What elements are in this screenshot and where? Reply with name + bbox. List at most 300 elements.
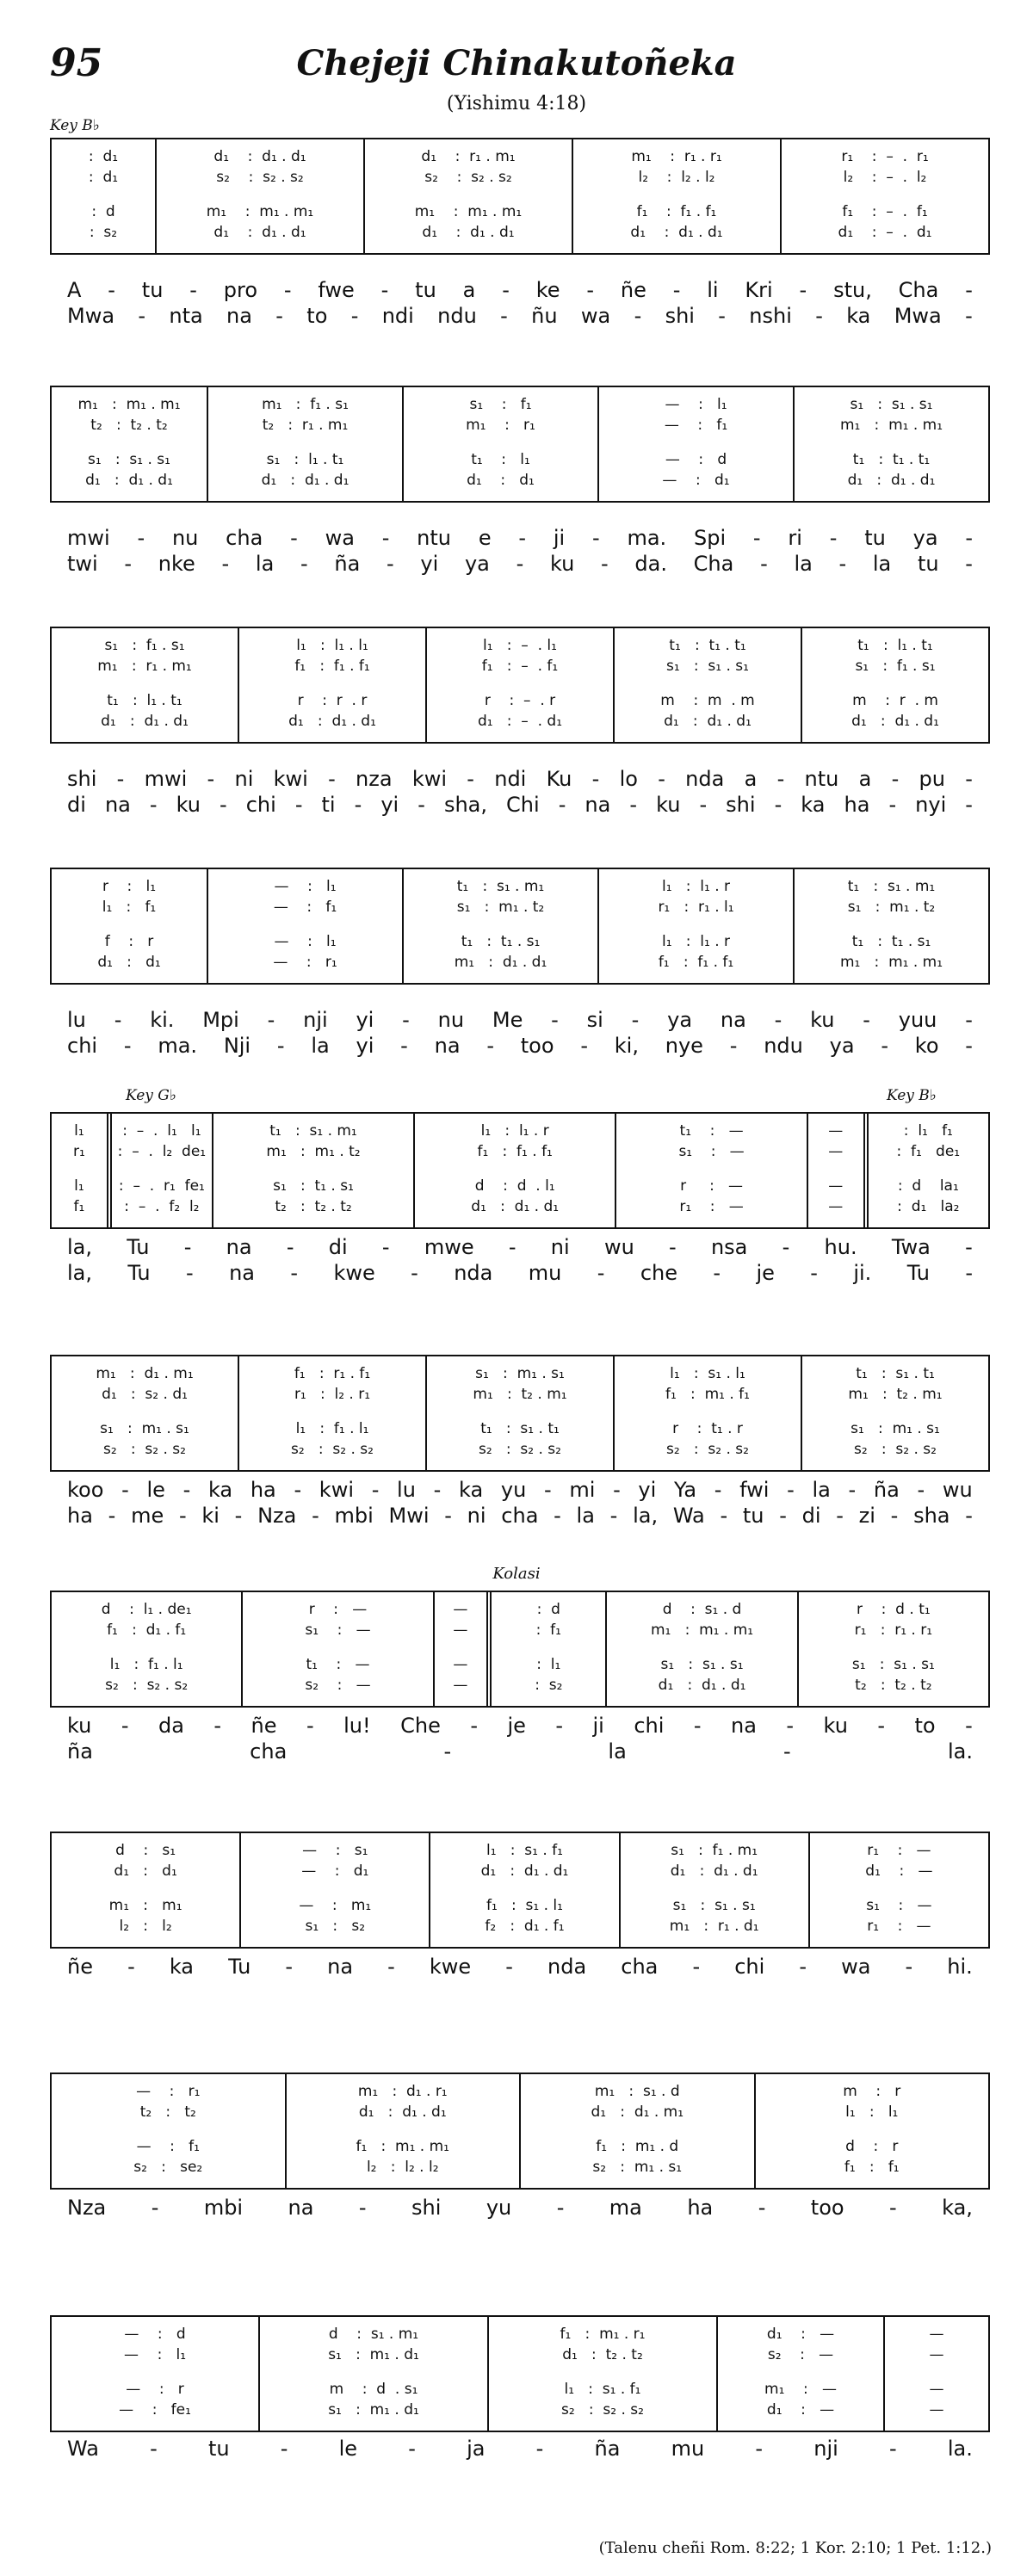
lyric-syllable: -	[108, 278, 115, 302]
voice-part-notes: m₁ : r₁ . r₁	[631, 148, 722, 165]
measure	[241, 1592, 432, 1706]
lyric-syllable: -	[556, 2196, 565, 2220]
voice-part-notes: f₁ : r₁ . f₁	[294, 1365, 371, 1382]
lyric-syllable: nu	[171, 526, 199, 550]
lyric-syllable: -	[408, 2437, 416, 2461]
lyric-syllable: hi.	[947, 1955, 973, 1979]
voice-part-notes: d₁ : d₁ . d₁	[213, 224, 306, 241]
lyric-syllable: -	[183, 1235, 192, 1259]
voice-part-notes: r₁ : l₂ . r₁	[294, 1386, 371, 1403]
voice-part-notes: s₁ : m₁ . s₁	[475, 1365, 565, 1382]
measure	[807, 1114, 863, 1227]
lyric-syllable: -	[555, 1714, 564, 1738]
lyric-syllable: ku	[67, 1714, 92, 1738]
lyric-syllable: -	[965, 526, 973, 550]
lyric-syllable: a	[744, 767, 758, 791]
lyric-syllable: -	[433, 1478, 442, 1502]
voice-part-notes: t₁ : l₁ . t₁	[107, 692, 182, 709]
voice-part-notes: —	[929, 2346, 944, 2363]
voice-part-notes: l₁ : s₁ . f₁	[564, 2381, 641, 2398]
lyric-syllable: ha	[67, 1504, 93, 1528]
voice-part-notes: — : l₁	[274, 878, 337, 895]
lyric-syllable: -	[300, 552, 308, 576]
lyric-syllable: -	[294, 1478, 302, 1502]
voice-part-notes: t₂ : r₁ . m₁	[262, 417, 349, 434]
lyric-syllable: -	[669, 1235, 677, 1259]
lyric-syllable: -	[888, 793, 897, 817]
tonic-solfa-staff	[50, 386, 990, 503]
music-system	[50, 2073, 990, 2279]
lyric-syllable: -	[720, 1504, 728, 1528]
lyric-syllable: -	[965, 304, 973, 328]
lyric-syllable: na	[434, 1034, 461, 1058]
voice-part-notes: f₁ : f₁	[844, 2159, 900, 2176]
lyric-syllable: Tu	[127, 1261, 151, 1285]
footnote: (Talenu cheñi Rom. 8:22; 1 Kor. 2:10; 1 Pet. 1:12.)	[598, 2539, 992, 2557]
tonic-solfa-staff	[50, 868, 990, 985]
lyric-syllable: Cha	[693, 552, 734, 576]
voice-part-notes: — : s₁	[302, 1842, 368, 1859]
lyrics-verse-2	[67, 1739, 973, 1764]
measure	[52, 2074, 285, 2188]
lyric-syllable: na	[229, 1261, 256, 1285]
voice-part-notes: d₁ : d₁ . d₁	[847, 472, 936, 489]
voice-part-notes: s₁ : s₁ . s₁	[672, 1897, 756, 1914]
lyric-syllable: ka	[169, 1955, 194, 1979]
measure	[258, 2317, 487, 2431]
lyric-syllable: tu	[864, 526, 886, 550]
voice-part-notes: t₁ : t₁ . t₁	[852, 451, 931, 468]
voice-part-notes: f₂ : d₁ . f₁	[485, 1918, 565, 1935]
voice-part-notes: — : d₁	[662, 472, 730, 489]
voice-part-notes: r : t₁ . r	[672, 1420, 743, 1437]
voice-part-notes: t₁ : t₁ . s₁	[851, 933, 931, 950]
lyric-syllable: -	[799, 1955, 807, 1979]
voice-part-notes: f₁ : f₁ . f₁	[658, 954, 734, 971]
voice-part-notes: s₁ : s₁ . s₁	[666, 658, 749, 675]
lyric-syllable: -	[752, 526, 761, 550]
measure	[52, 1592, 241, 1706]
voice-part-notes: d₁ : —	[865, 1863, 933, 1880]
lyric-syllable: shi	[665, 304, 695, 328]
lyric-syllable: je	[507, 1714, 526, 1738]
voice-part-notes: f₁ : – . f₁	[481, 658, 559, 675]
lyric-syllable: -	[601, 552, 609, 576]
lyric-syllable: kwe	[333, 1261, 375, 1285]
voice-part-notes: t₂ : t₂	[139, 2103, 196, 2121]
voice-part-notes: t₂ : t₂ . t₂	[275, 1198, 352, 1215]
lyric-syllable: nza	[356, 767, 393, 791]
lyric-syllable: -	[207, 767, 215, 791]
voice-part-notes: t₁ : —	[679, 1122, 744, 1140]
lyric-syllable: -	[294, 793, 303, 817]
lyric-syllable: -	[124, 552, 133, 576]
voice-part-notes: f₁ : f₁ . f₁	[636, 203, 717, 220]
lyric-syllable: Twa	[891, 1235, 931, 1259]
lyric-syllable: kwe	[429, 1955, 472, 1979]
voice-part-notes: s₂ : s₂ . s₂	[479, 1441, 561, 1458]
lyric-syllable: ñe	[620, 278, 646, 302]
lyric-syllable: yi	[420, 552, 439, 576]
voice-part-notes: d₁ : d₁ . d₁	[101, 713, 189, 730]
lyric-syllable: la	[608, 1739, 627, 1764]
lyric-syllable: ña	[873, 1478, 900, 1502]
lyric-syllable: -	[535, 2437, 544, 2461]
lyric-syllable: wa	[580, 304, 611, 328]
lyric-syllable: -	[783, 1739, 791, 1764]
voice-part-notes: : s₂	[89, 224, 118, 241]
lyric-syllable: ñe	[251, 1714, 277, 1738]
lyric-syllable: nshi	[749, 304, 792, 328]
measure	[52, 139, 155, 253]
hymn-title: Chejeji Chinakutoñeka	[296, 43, 737, 83]
voice-part-notes: d₁ : d₁ . d₁	[851, 713, 939, 730]
lyric-syllable: cha	[250, 1739, 288, 1764]
measure	[52, 2317, 258, 2431]
voice-part-notes: m : d . s₁	[329, 2381, 418, 2398]
lyric-syllable: -	[917, 1478, 925, 1502]
voice-part-notes: —	[453, 1656, 468, 1673]
lyric-syllable: wa	[841, 1955, 871, 1979]
lyric-syllable: -	[381, 526, 390, 550]
measure	[239, 1833, 429, 1947]
measure	[238, 1356, 425, 1470]
measure	[207, 387, 402, 501]
voice-part-notes: r₁	[73, 1143, 85, 1160]
lyric-syllable: too	[810, 2196, 844, 2220]
voice-part-notes: —	[828, 1122, 844, 1140]
lyric-syllable: chi	[245, 793, 276, 817]
voice-part-notes: d₁ : – . d₁	[838, 224, 932, 241]
lyric-syllable: nu	[437, 1008, 465, 1032]
lyric-syllable: -	[774, 793, 782, 817]
measure	[883, 2317, 988, 2431]
lyric-syllable: -	[123, 1034, 132, 1058]
lyrics-verse-2	[67, 1260, 973, 1286]
voice-part-notes: — : d	[124, 2326, 186, 2343]
lyric-syllable: -	[692, 1955, 701, 1979]
voice-part-notes: d₁ : —	[766, 2326, 835, 2343]
lyric-syllable: ku	[549, 552, 575, 576]
voice-part-notes: d₁ : d₁ . d₁	[261, 472, 349, 489]
key-signature-start: Key B♭	[50, 117, 100, 134]
voice-part-notes: d₁ : t₂ . t₂	[562, 2346, 643, 2363]
lyric-syllable: na	[720, 1008, 746, 1032]
lyric-syllable: Tu	[127, 1235, 150, 1259]
voice-part-notes: : – . f₂ l₂	[124, 1198, 200, 1215]
lyric-syllable: nsa	[710, 1235, 748, 1259]
measure	[863, 1114, 988, 1227]
lyric-syllable: la,	[67, 1261, 93, 1285]
lyric-syllable: -	[400, 1034, 408, 1058]
lyric-syllable: -	[718, 304, 726, 328]
lyric-syllable: -	[591, 767, 600, 791]
lyric-syllable: ma.	[158, 1034, 198, 1058]
lyric-syllable: yi	[380, 793, 399, 817]
lyric-syllable: nda	[547, 1955, 587, 1979]
lyric-syllable: chi	[67, 1034, 98, 1058]
lyric-syllable: -	[758, 2196, 766, 2220]
voice-part-notes: d : l₁ . de₁	[101, 1601, 192, 1618]
key-signature-change: Key G♭	[126, 1087, 176, 1104]
lyrics-verse-2	[67, 1033, 973, 1059]
voice-part-notes: — : f₁	[273, 899, 337, 916]
lyric-syllable: -	[470, 1714, 478, 1738]
tonic-solfa-staff	[50, 1591, 990, 1708]
lyric-syllable: na	[327, 1955, 354, 1979]
lyric-syllable: -	[286, 1235, 294, 1259]
voice-part-notes: : l₁	[536, 1656, 561, 1673]
lyric-syllable: -	[280, 2437, 288, 2461]
voice-part-notes: f : r	[104, 933, 154, 950]
lyric-syllable: nye	[665, 1034, 703, 1058]
voice-part-notes: t₁ : t₁ . t₁	[669, 637, 746, 654]
voice-part-notes: f₁ : f₁ . f₁	[294, 658, 370, 675]
lyric-syllable: -	[121, 1478, 129, 1502]
lyric-syllable: -	[551, 1008, 559, 1032]
voice-part-notes: s₂ : s₂ . s₂	[561, 2401, 644, 2418]
lyric-syllable: chi	[634, 1714, 665, 1738]
lyric-syllable: wa	[325, 526, 355, 550]
lyric-syllable: Tu	[906, 1261, 930, 1285]
tonic-solfa-staff	[50, 627, 990, 744]
voice-part-notes: d₁ : d₁ . d₁	[480, 1863, 569, 1880]
voice-part-notes: s₂ : se₂	[133, 2159, 203, 2176]
lyric-syllable: -	[402, 1008, 410, 1032]
hymn-header	[0, 0, 1033, 138]
voice-part-notes: s₂ : s₂ . s₂	[216, 169, 304, 186]
measure	[52, 628, 238, 742]
voice-part-notes: f₁ : m₁ . f₁	[665, 1386, 750, 1403]
measure	[597, 869, 793, 983]
lyric-syllable: mi	[569, 1478, 596, 1502]
voice-part-notes: — : l₁	[665, 396, 727, 413]
music-system	[50, 627, 990, 833]
lyric-syllable: fwi	[739, 1478, 770, 1502]
lyric-syllable: -	[444, 1504, 452, 1528]
tonic-solfa-staff	[50, 2315, 990, 2432]
voice-part-notes: s₁ : s₁ . s₁	[88, 451, 170, 468]
lyrics-verse-1	[67, 1477, 973, 1503]
lyric-syllable: je	[756, 1261, 775, 1285]
lyric-syllable: -	[108, 1504, 116, 1528]
tonic-solfa-staff	[50, 2073, 990, 2190]
voice-part-notes: s₁ : s₁ . s₁	[850, 396, 933, 413]
measure	[425, 1356, 613, 1470]
lyric-syllable: pu	[919, 767, 945, 791]
voice-part-notes: —	[929, 2401, 944, 2418]
voice-part-notes: s₁ : —	[305, 1622, 371, 1639]
lyric-syllable: ha	[250, 1478, 276, 1502]
lyric-syllable: wu	[942, 1478, 973, 1502]
measure	[207, 869, 402, 983]
measure	[402, 869, 597, 983]
measure	[572, 139, 780, 253]
voice-part-notes: : d	[536, 1601, 560, 1618]
voice-part-notes: : d₁ la₂	[897, 1198, 960, 1215]
lyric-syllable: mbi	[334, 1504, 374, 1528]
voice-part-notes: l₁ : f₁ . l₁	[295, 1420, 369, 1437]
music-system	[50, 386, 990, 592]
voice-part-notes: m₁ : m₁ . m₁	[206, 203, 314, 220]
lyric-syllable: tu	[742, 1504, 764, 1528]
lyric-syllable: -	[502, 278, 510, 302]
lyric-syllable: -	[486, 1034, 494, 1058]
voice-part-notes: s₁ : —	[866, 1897, 932, 1914]
lyric-syllable: -	[543, 1478, 552, 1502]
lyric-syllable: -	[755, 2437, 764, 2461]
voice-part-notes: s₂ : —	[767, 2346, 834, 2363]
voice-part-notes: s₁ : f₁ . m₁	[671, 1842, 758, 1859]
lyric-syllable: la.	[947, 1739, 973, 1764]
voice-part-notes: d : s₁ . d	[662, 1601, 742, 1618]
lyric-syllable: -	[275, 304, 283, 328]
voice-part-notes: l₁ : l₁ . r	[661, 878, 731, 895]
lyric-syllable: cha	[226, 526, 263, 550]
lyric-syllable: -	[358, 2196, 367, 2220]
voice-part-notes: r : r . r	[297, 692, 368, 709]
voice-part-notes: — : r₁	[273, 954, 337, 971]
lyric-syllable: -	[189, 278, 197, 302]
lyric-syllable: ka	[458, 1478, 484, 1502]
lyrics-verse-1	[67, 277, 973, 303]
measure	[519, 2074, 754, 2188]
tonic-solfa-staff	[50, 1112, 990, 1229]
lyric-syllable: -	[891, 767, 900, 791]
voice-part-notes: s₁ : m₁ . s₁	[100, 1420, 189, 1437]
lyric-syllable: -	[877, 1714, 886, 1738]
voice-part-notes: d₁ : – . d₁	[477, 713, 563, 730]
voice-part-notes: — : f₁	[664, 417, 728, 434]
voice-part-notes: — : m₁	[299, 1897, 372, 1914]
music-system	[50, 2315, 990, 2522]
lyric-syllable: che	[640, 1261, 677, 1285]
lyric-syllable: na	[731, 1714, 757, 1738]
voice-part-notes: l₁ : f₁ . l₁	[109, 1656, 183, 1673]
voice-part-notes: m₁ : d₁ . r₁	[357, 2083, 448, 2100]
lyric-syllable: -	[634, 304, 642, 328]
lyric-syllable: -	[799, 278, 807, 302]
lyric-syllable: -	[554, 1504, 561, 1528]
lyric-syllable: la	[794, 552, 813, 576]
voice-part-notes: t₁ : s₁ . t₁	[856, 1365, 935, 1382]
lyric-syllable: -	[848, 1478, 857, 1502]
measure	[413, 1114, 615, 1227]
lyric-syllable: -	[672, 278, 681, 302]
voice-part-notes: d₁ : d₁ . d₁	[85, 472, 173, 489]
lyric-syllable: -	[699, 793, 708, 817]
voice-part-notes: f₁ : s₁ . l₁	[486, 1897, 563, 1914]
lyric-syllable: le	[338, 2437, 358, 2461]
voice-part-notes: s₁ : f₁	[469, 396, 532, 413]
lyric-syllable: stu,	[833, 278, 872, 302]
voice-part-notes: d₁ : d₁ . d₁	[670, 1863, 758, 1880]
lyric-syllable: -	[328, 767, 336, 791]
voice-part-notes: r : l₁	[102, 878, 157, 895]
lyric-syllable: Nji	[223, 1034, 251, 1058]
voice-part-notes: m₁ : t₂ . m₁	[473, 1386, 567, 1403]
lyric-syllable: -	[558, 793, 566, 817]
voice-part-notes: : – . l₁ l₁	[122, 1122, 201, 1140]
measure	[613, 1356, 801, 1470]
lyric-syllable: lo	[619, 767, 638, 791]
lyric-syllable: -	[591, 526, 600, 550]
measure	[615, 1114, 807, 1227]
voice-part-notes: m₁ : m₁	[108, 1897, 182, 1914]
lyric-syllable: -	[150, 2437, 158, 2461]
voice-part-notes: t₁ : l₁ . t₁	[857, 637, 933, 654]
lyric-syllable: chi	[734, 1955, 765, 1979]
voice-part-notes: s₂ : s₂ . s₂	[103, 1441, 186, 1458]
measure	[402, 387, 597, 501]
voice-part-notes: l₂ : l₂ . l₂	[638, 169, 715, 186]
voice-part-notes: — : fe₁	[119, 2401, 191, 2418]
voice-part-notes: m₁ : d₁ . d₁	[454, 954, 547, 971]
voice-part-notes: f₁ : – . f₁	[842, 203, 928, 220]
lyric-syllable: kwi	[411, 767, 448, 791]
lyric-syllable: twi	[67, 552, 98, 576]
lyric-syllable: -	[779, 1504, 787, 1528]
measure	[597, 387, 793, 501]
measure	[212, 1114, 413, 1227]
lyric-syllable: -	[121, 1714, 129, 1738]
lyric-syllable: -	[127, 1955, 135, 1979]
voice-part-notes: t₁ : s₁ . m₁	[269, 1122, 357, 1140]
lyric-syllable: mwi	[67, 526, 110, 550]
voice-part-notes: d₁ : d₁ . d₁	[658, 1677, 746, 1694]
measure	[52, 1833, 239, 1947]
lyric-syllable: ji.	[853, 1261, 872, 1285]
lyric-syllable: -	[285, 1955, 294, 1979]
lyric-syllable: mu	[671, 2437, 705, 2461]
lyric-syllable: ndu	[437, 304, 477, 328]
lyric-syllable: -	[863, 1008, 870, 1032]
lyric-syllable: Tu	[228, 1955, 251, 1979]
lyric-syllable: ya	[667, 1008, 693, 1032]
lyric-syllable: na	[226, 304, 252, 328]
lyric-syllable: -	[838, 552, 847, 576]
lyric-syllable: cha	[621, 1955, 659, 1979]
measure	[780, 139, 988, 253]
music-system	[50, 1355, 990, 1561]
voice-part-notes: — : d₁	[301, 1863, 369, 1880]
lyric-syllable: ya	[829, 1034, 855, 1058]
voice-part-notes: s₂ : m₁ . s₁	[592, 2159, 683, 2176]
lyric-syllable: ji	[553, 526, 566, 550]
voice-part-notes: r : —	[308, 1601, 368, 1618]
lyric-syllable: sha	[913, 1504, 950, 1528]
lyric-syllable: na	[226, 1235, 252, 1259]
lyric-syllable: lu	[397, 1478, 416, 1502]
lyric-syllable: la,	[67, 1235, 93, 1259]
voice-part-notes: s₂ : s₂ . s₂	[424, 169, 512, 186]
lyric-syllable: ku	[656, 793, 681, 817]
lyric-syllable: -	[729, 1034, 738, 1058]
voice-part-notes: — : r₁	[136, 2083, 201, 2100]
music-system	[50, 1832, 990, 2038]
voice-part-notes: m : r . m	[852, 692, 938, 709]
lyric-syllable: -	[371, 1478, 380, 1502]
lyric-syllable: ka	[207, 1478, 233, 1502]
voice-part-notes: m : m . m	[660, 692, 755, 709]
voice-part-notes: s₁ : s₂	[305, 1918, 366, 1935]
lyric-syllable: -	[713, 1261, 721, 1285]
lyric-syllable: ma.	[627, 526, 667, 550]
lyric-syllable: Mwa	[894, 304, 942, 328]
voice-part-notes: d₁ : r₁ . m₁	[421, 148, 516, 165]
lyric-syllable: -	[500, 304, 508, 328]
voice-part-notes: s₂ : s₂ . s₂	[291, 1441, 374, 1458]
